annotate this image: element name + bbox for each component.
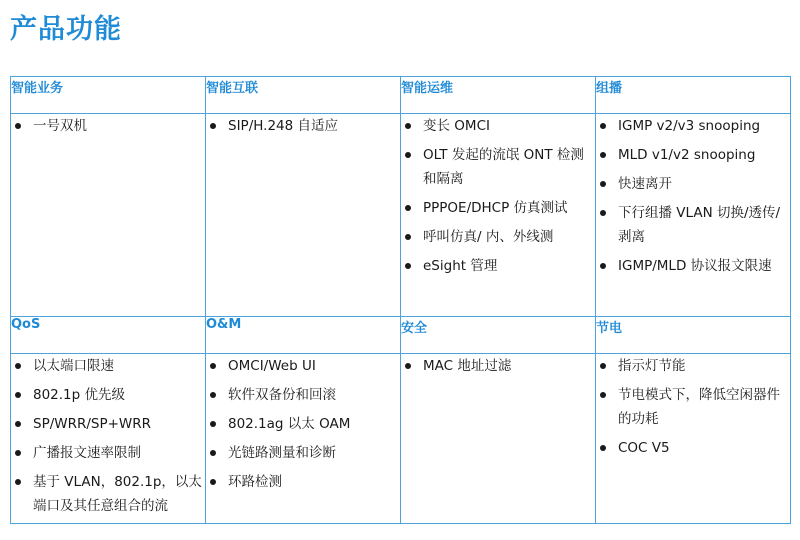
feature-item: 节电模式下，降低空闲器件的功耗 (596, 383, 790, 431)
feature-list (596, 354, 790, 460)
feature-item: COC V5 (596, 436, 790, 460)
body-row-2 (11, 354, 791, 524)
feature-list (11, 114, 205, 138)
feature-item: eSight 管理 (401, 254, 595, 278)
feature-item: OMCI/Web UI (206, 354, 400, 378)
feature-item: MLD v1/v2 snooping (596, 143, 790, 167)
feature-list (596, 114, 790, 278)
feature-item: 呼叫仿真/ 内、外线测 (401, 225, 595, 249)
section-body (596, 354, 791, 524)
section-header: 智能运维 (401, 77, 596, 114)
feature-item: 变长 OMCI (401, 114, 595, 138)
feature-list (206, 354, 400, 494)
section-header: 节电 (596, 317, 791, 354)
feature-table (10, 76, 791, 524)
feature-item: 基于 VLAN，802.1p，以太端口及其任意组合的流 (11, 470, 205, 518)
feature-item: 以太端口限速 (11, 354, 205, 378)
section-body (596, 114, 791, 317)
feature-item: IGMP/MLD 协议报文限速 (596, 254, 790, 278)
feature-item: 802.1ag 以太 OAM (206, 412, 400, 436)
page-title: 产品功能 (10, 14, 122, 45)
section-header: QoS (11, 317, 206, 354)
header-row-1 (11, 77, 791, 114)
feature-list (401, 114, 595, 278)
feature-item: 光链路测量和诊断 (206, 441, 400, 465)
section-header: 安全 (401, 317, 596, 354)
feature-item: IGMP v2/v3 snooping (596, 114, 790, 138)
feature-item: 一号双机 (11, 114, 205, 138)
section-body (401, 114, 596, 317)
feature-item: 软件双备份和回滚 (206, 383, 400, 407)
feature-list (11, 354, 205, 518)
section-body (206, 354, 401, 524)
feature-item: MAC 地址过滤 (401, 354, 595, 378)
section-body (401, 354, 596, 524)
section-header: 智能业务 (11, 77, 206, 114)
section-header: 智能互联 (206, 77, 401, 114)
feature-item: 下行组播 VLAN 切换/透传/剥离 (596, 201, 790, 249)
header-row-2 (11, 317, 791, 354)
feature-item: PPPOE/DHCP 仿真测试 (401, 196, 595, 220)
section-header: O&M (206, 317, 401, 354)
feature-item: 广播报文速率限制 (11, 441, 205, 465)
feature-item: 802.1p 优先级 (11, 383, 205, 407)
section-header: 组播 (596, 77, 791, 114)
section-body (206, 114, 401, 317)
feature-item: 环路检测 (206, 470, 400, 494)
feature-item: SP/WRR/SP+WRR (11, 412, 205, 436)
body-row-1 (11, 114, 791, 317)
feature-item: 指示灯节能 (596, 354, 790, 378)
feature-item: SIP/H.248 自适应 (206, 114, 400, 138)
feature-list (401, 354, 595, 378)
feature-item: 快速离开 (596, 172, 790, 196)
section-body (11, 354, 206, 524)
feature-list (206, 114, 400, 138)
feature-item: OLT 发起的流氓 ONT 检测和隔离 (401, 143, 595, 191)
section-body (11, 114, 206, 317)
